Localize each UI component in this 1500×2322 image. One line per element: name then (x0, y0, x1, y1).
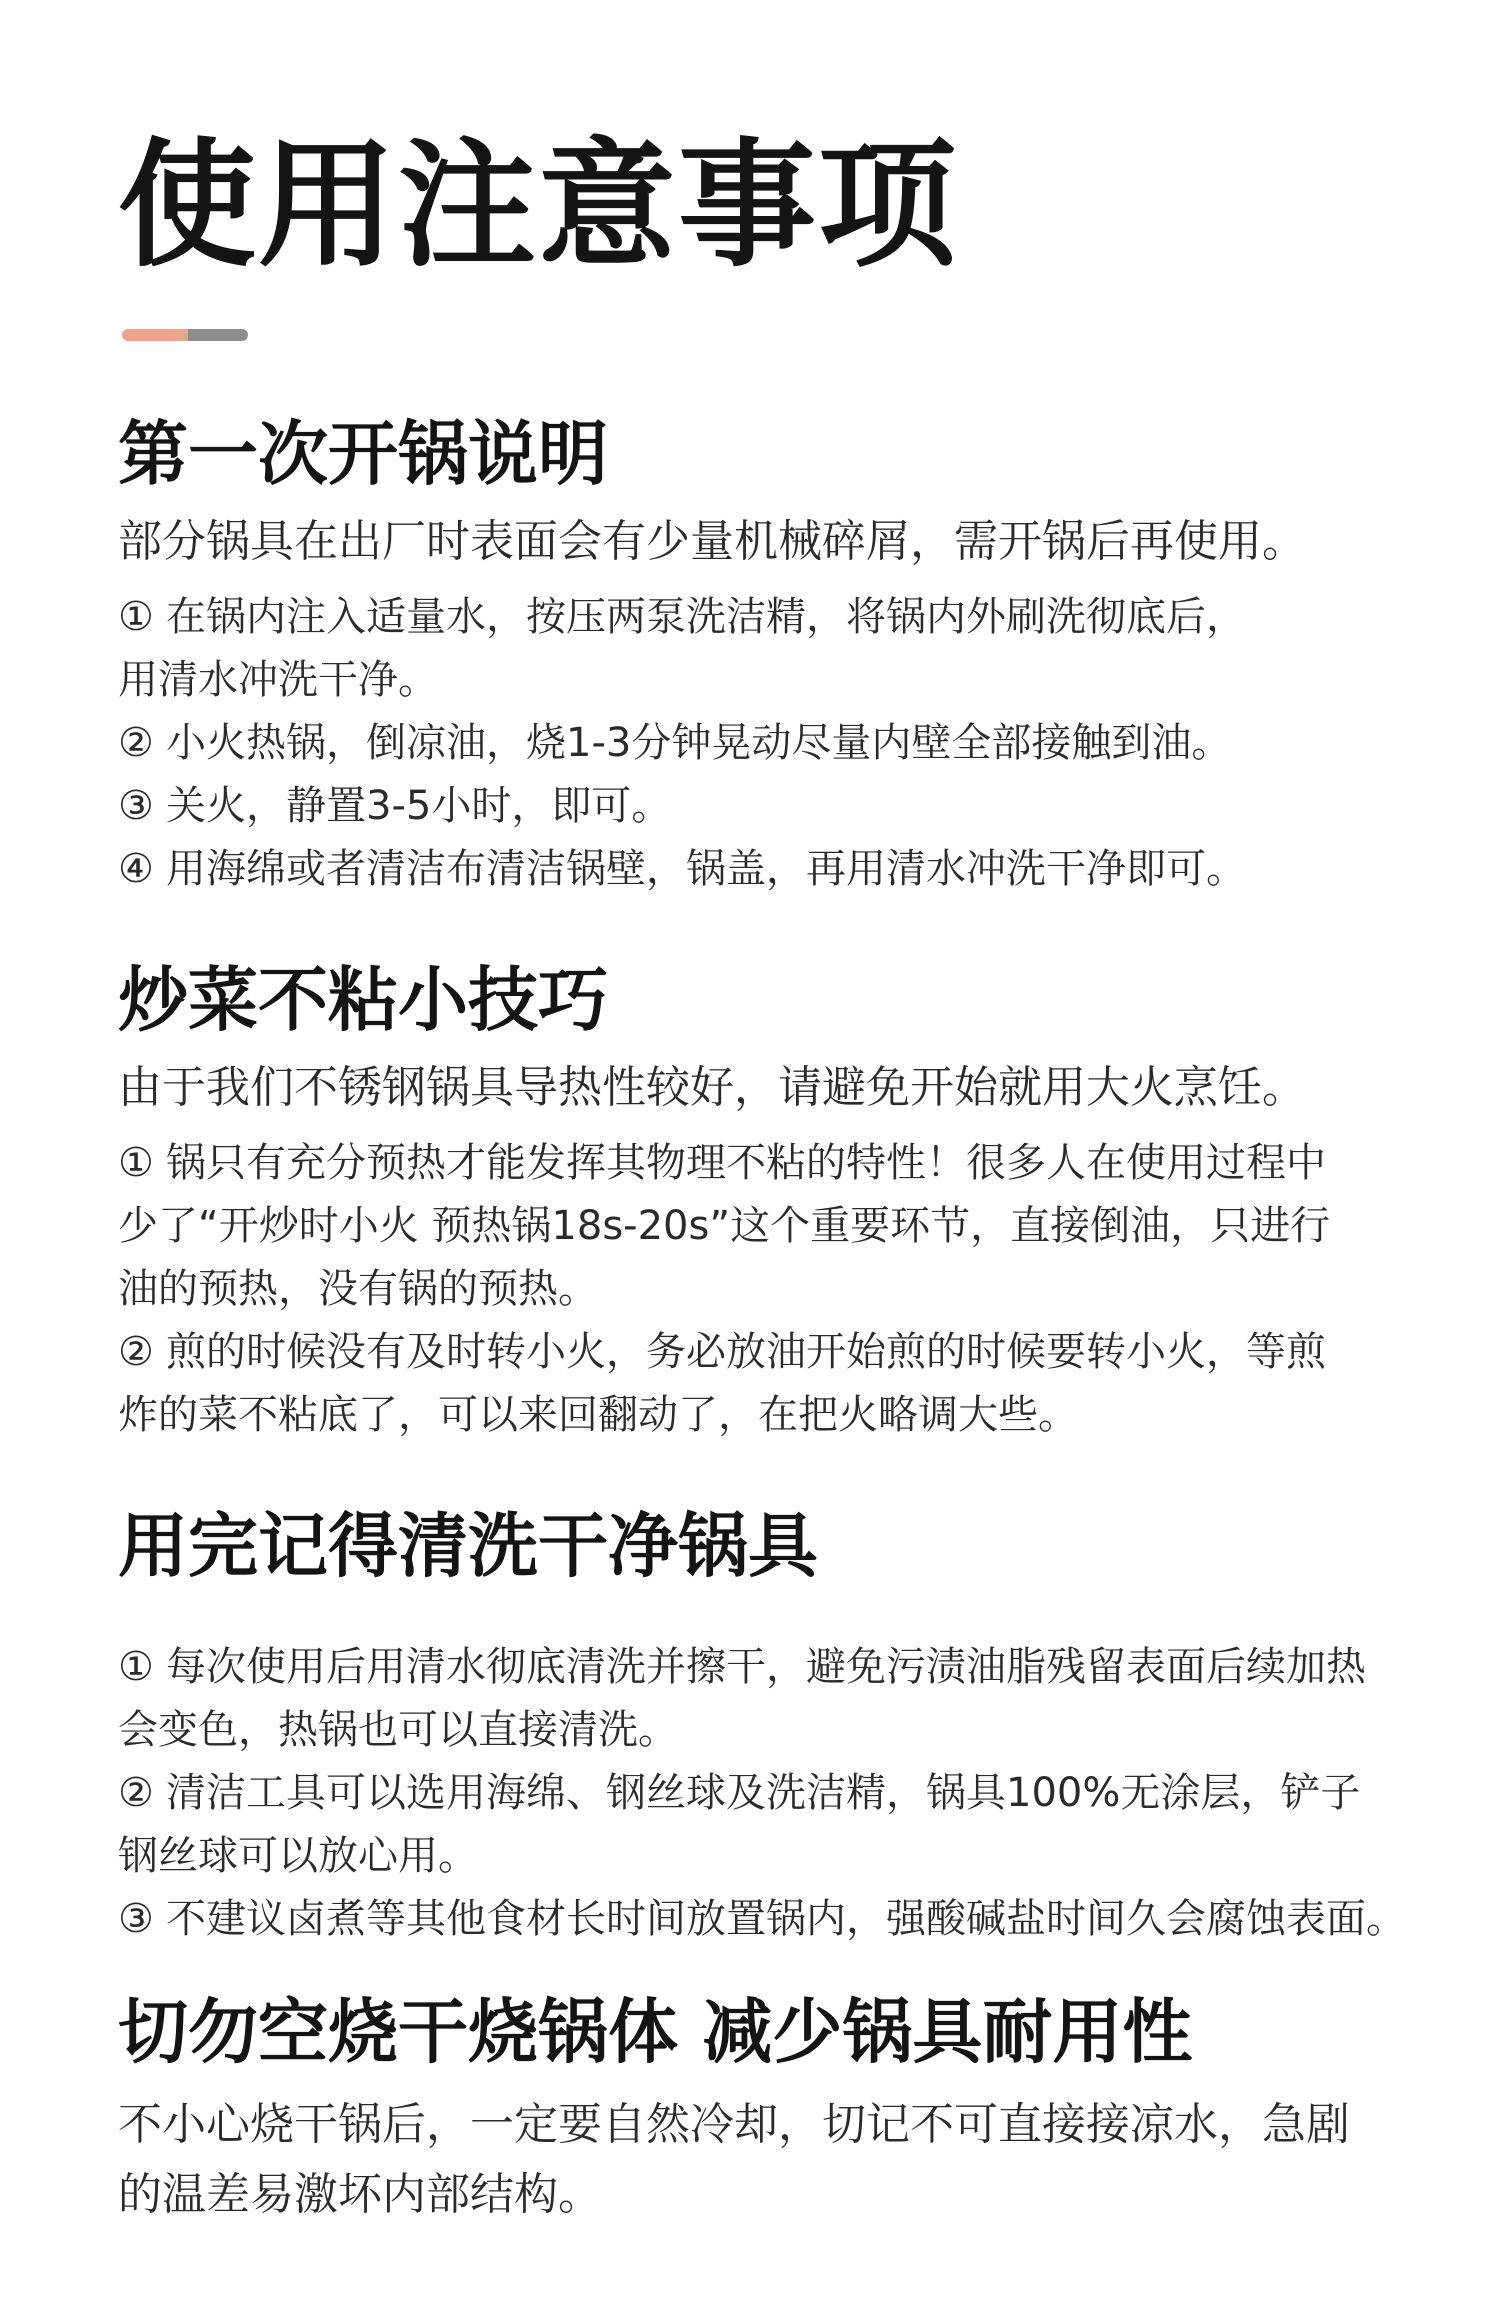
item-text: 清洁工具可以选用海绵、钢丝球及洗洁精，锅具100%无涂层，铲子 (166, 1770, 1361, 1816)
title-accent-bar (122, 329, 248, 341)
item-marker: ③ (118, 783, 154, 829)
instruction-list (118, 1636, 1458, 1951)
accent-bar-left (122, 329, 188, 341)
accent-bar-right (188, 329, 248, 341)
item-text: 用清水冲洗干净。 (118, 657, 438, 703)
item-text: 用海绵或者清洁布清洁锅壁，锅盖，再用清水冲洗干净即可。 (166, 846, 1246, 892)
item-text: 锅只有充分预热才能发挥其物理不粘的特性！很多人在使用过程中 (166, 1140, 1326, 1186)
section-no-dry-heating (118, 1990, 1458, 2230)
item-text: 煎的时候没有及时转小火，务必放油开始煎的时候要转小火，等煎 (166, 1329, 1326, 1375)
item-marker: ④ (118, 846, 154, 892)
section-first-use (118, 412, 1458, 901)
item-text: 少了“开炒时小火 预热锅18s-20s”这个重要环节，直接倒油，只进行 (118, 1203, 1331, 1249)
section-heading: 切勿空烧干烧锅体 减少锅具耐用性 (118, 1991, 1193, 2073)
section-intro: 部分锅具在出厂时表面会有少量机械碎屑，需开锅后再使用。 (118, 516, 1306, 567)
instruction-list (118, 586, 1458, 901)
instruction-list (118, 1132, 1458, 1447)
list-item (118, 838, 1458, 901)
list-item (118, 1888, 1458, 1951)
list-item (118, 1321, 1458, 1447)
item-text: 炸的菜不粘底了，可以来回翻动了，在把火略调大些。 (118, 1392, 1078, 1438)
item-marker: ① (118, 1644, 154, 1690)
section-cleaning (118, 1504, 1458, 1951)
intro-line: 的温差易激坏内部结构。 (118, 2169, 602, 2220)
item-text: 不建议卤煮等其他食材长时间放置锅内，强酸碱盐时间久会腐蚀表面。 (166, 1896, 1406, 1942)
item-text: 每次使用后用清水彻底清洗并擦干，避免污渍油脂残留表面后续加热 (166, 1644, 1366, 1690)
item-marker: ② (118, 1770, 154, 1816)
list-item (118, 712, 1458, 775)
item-text: 油的预热，没有锅的预热。 (118, 1266, 598, 1312)
list-item (118, 586, 1458, 712)
section-heading: 炒菜不粘小技巧 (118, 959, 608, 1041)
section-intro: 由于我们不锈钢锅具导热性较好，请避免开始就用大火烹饪。 (118, 1062, 1306, 1113)
item-marker: ③ (118, 1896, 154, 1942)
page-title: 使用注意事项 (118, 125, 959, 286)
item-marker: ① (118, 1140, 154, 1186)
section-non-stick-tips (118, 958, 1458, 1447)
section-heading: 用完记得清洗干净锅具 (118, 1505, 818, 1587)
item-text: 小火热锅，倒凉油，烧1-3分钟晃动尽量内壁全部接触到油。 (166, 720, 1232, 766)
item-text: 钢丝球可以放心用。 (118, 1833, 478, 1879)
list-item (118, 775, 1458, 838)
item-text: 关火，静置3-5小时，即可。 (166, 783, 672, 829)
list-item (118, 1132, 1458, 1321)
list-item (118, 1636, 1458, 1762)
item-marker: ① (118, 594, 154, 640)
section-intro (118, 2090, 1458, 2230)
item-marker: ② (118, 1329, 154, 1375)
item-text: 会变色，热锅也可以直接清洗。 (118, 1707, 678, 1753)
item-text: 在锅内注入适量水，按压两泵洗洁精，将锅内外刷洗彻底后， (166, 594, 1246, 640)
intro-line: 不小心烧干锅后，一定要自然冷却，切记不可直接接凉水，急剧 (118, 2099, 1350, 2150)
section-heading: 第一次开锅说明 (118, 413, 608, 495)
list-item (118, 1762, 1458, 1888)
item-marker: ② (118, 720, 154, 766)
